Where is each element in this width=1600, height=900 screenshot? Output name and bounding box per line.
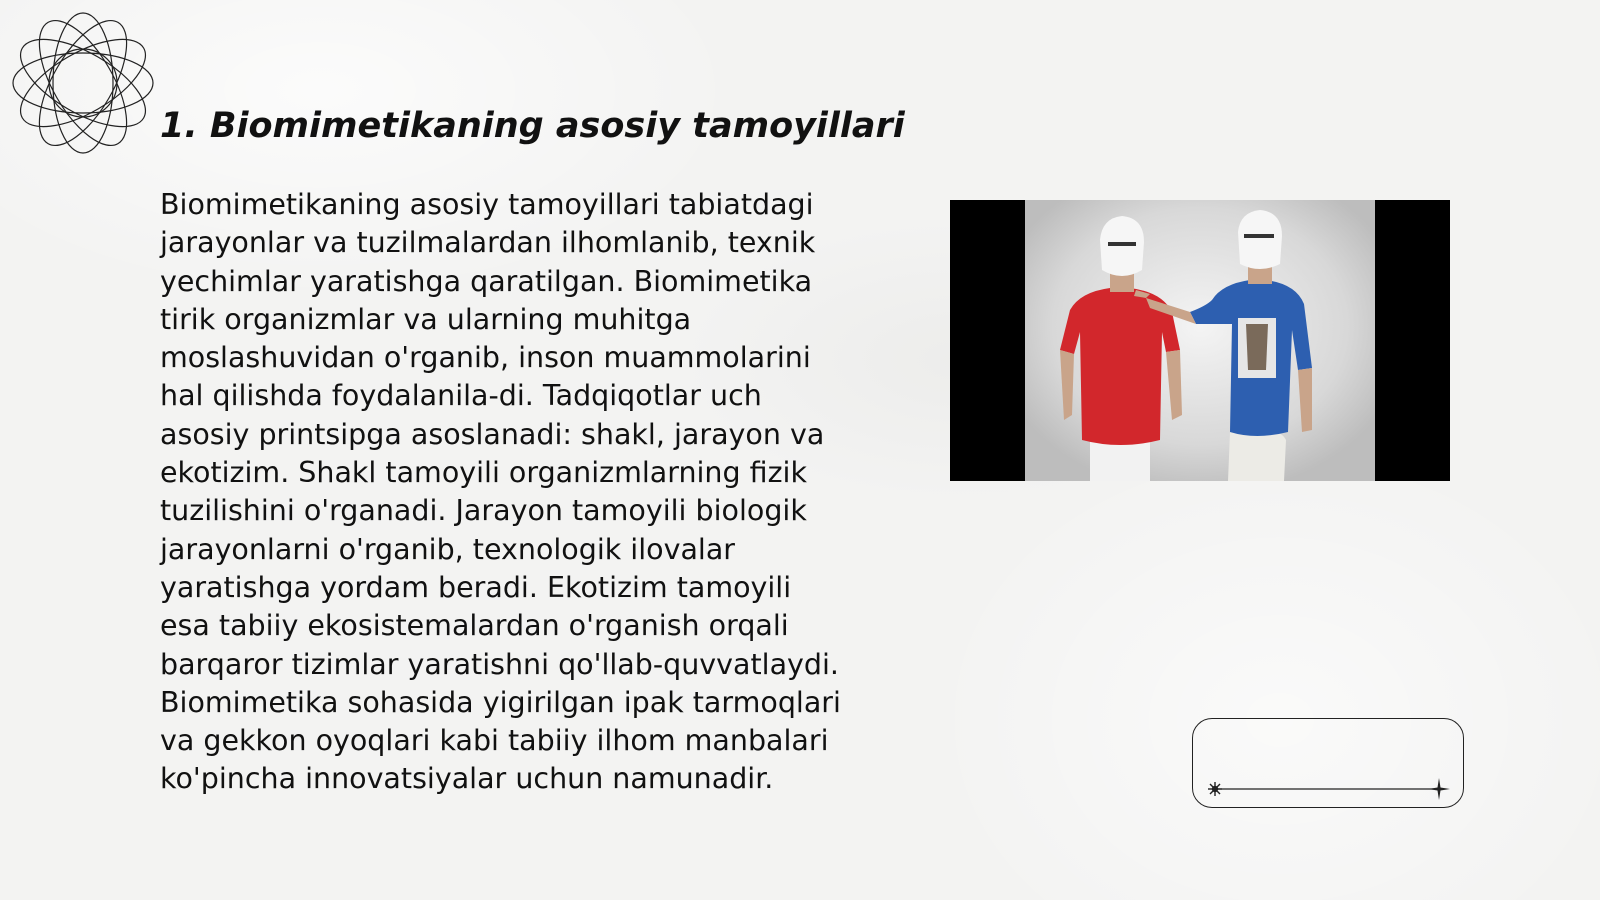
- slide-body-text: Biomimetikaning asosiy tamoyillari tabiatdagi jarayonlar va tuzilmalardan ilhomlanib, texnik yechimlar yaratishga qaratilgan. Biomimetika tirik organizmlar va ularning muhitga moslashuvidan o'rganib, inson muammolarini hal qilishda foydalanila-di. Tadqiqotlar uch asosiy printsipga asoslanadi: shakl, jarayon va ekotizim. Shakl tamoyili organizmlarning fizik tuzilishini o'rganadi. Jarayon tamoyili biologik jarayonlarni o'rganib, texnologik ilovalar yaratishga yordam beradi. Ekotizim tamoyili esa tabiiy ekosistemalardan o'rganish orqali barqaror tizimlar yaratishni qo'llab-quvvatlaydi. Biomimetika sohasida yigirilgan ipak tarmoqlari va gekkon oyoqlari kabi tabiiy ilhom manbalari ko'pincha innovatsiyalar uchun namunadir.: [160, 188, 841, 796]
- sun-burst-icon: [1208, 782, 1222, 796]
- orbital-rings-icon: [10, 10, 156, 156]
- masked-people-photo: [950, 200, 1450, 481]
- sparkle-icon: [1428, 778, 1450, 800]
- slide-title: 1. Biomimetikaning asosiy tamoyillari: [160, 106, 905, 146]
- timeline-card: [1192, 718, 1464, 808]
